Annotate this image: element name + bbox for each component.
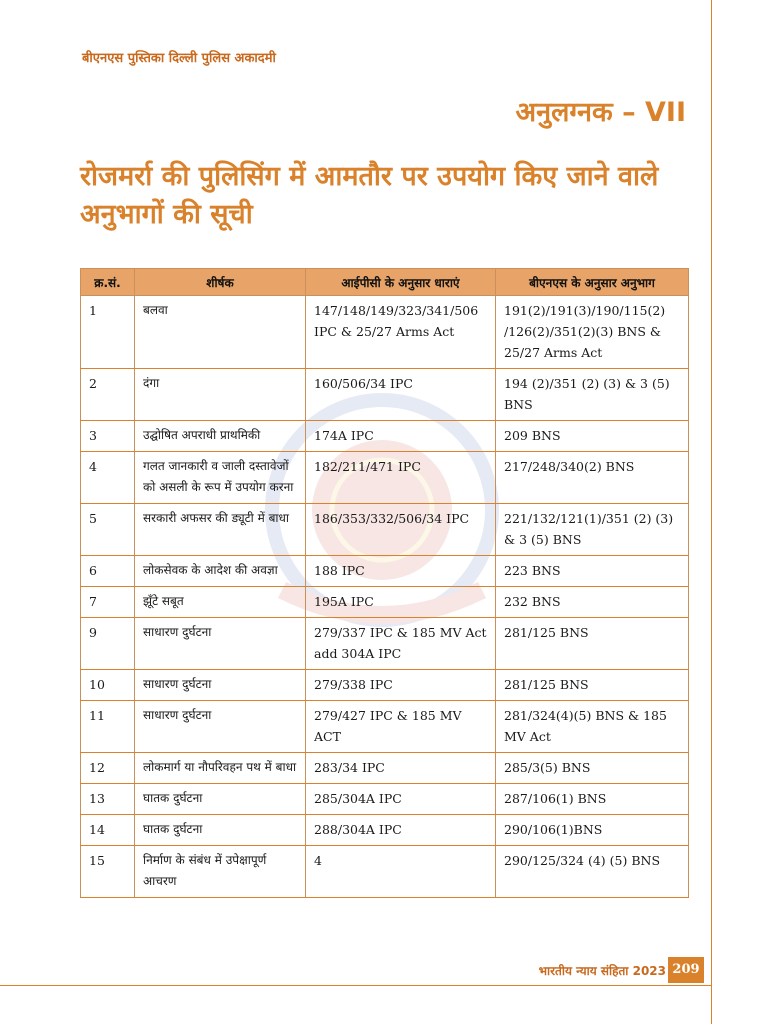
table-row [81,369,689,421]
cell-serial: 9 [81,618,135,670]
cell-serial: 3 [81,421,135,452]
cell-serial: 1 [81,296,135,369]
table-row [81,452,689,504]
cell-bns: 290/106(1)BNS [496,815,689,846]
table-row [81,587,689,618]
cell-serial: 2 [81,369,135,421]
cell-ipc: 160/506/34 IPC [306,369,496,421]
cell-serial: 15 [81,846,135,898]
cell-title: साधारण दुर्घटना [135,670,306,701]
header-serial: क्र.सं. [81,269,135,296]
cell-bns: 232 BNS [496,587,689,618]
cell-title: घातक दुर्घटना [135,784,306,815]
cell-title: साधारण दुर्घटना [135,618,306,670]
page-title: रोजमर्रा की पुलिसिंग में आमतौर पर उपयोग किए जाने वाले अनुभागों की सूची [80,161,659,230]
cell-title: लोकसेवक के आदेश की अवज्ञा [135,556,306,587]
annex-heading: अनुलग्नक – VII [515,97,686,128]
right-margin-rule [711,0,712,1024]
cell-title: झूँटे सबूत [135,587,306,618]
cell-title: गलत जानकारी व जाली दस्तावेजों को असली के रूप में उपयोग करना [135,452,306,504]
cell-serial: 5 [81,504,135,556]
table-header-row [81,269,689,296]
table-row [81,753,689,784]
cell-ipc: 283/34 IPC [306,753,496,784]
cell-serial: 10 [81,670,135,701]
cell-serial: 13 [81,784,135,815]
cell-bns: 281/125 BNS [496,618,689,670]
cell-bns: 290/125/324 (4) (5) BNS [496,846,689,898]
cell-serial: 11 [81,701,135,753]
cell-title: उद्घोषित अपराधी प्राथमिकी [135,421,306,452]
cell-ipc: 188 IPC [306,556,496,587]
cell-serial: 7 [81,587,135,618]
cell-bns: 281/125 BNS [496,670,689,701]
table-row [81,701,689,753]
cell-title: लोकमार्ग या नौपरिवहन पथ में बाधा [135,753,306,784]
table-row [81,421,689,452]
table-row [81,784,689,815]
cell-bns: 194 (2)/351 (2) (3) & 3 (5) BNS [496,369,689,421]
cell-serial: 6 [81,556,135,587]
table-row [81,296,689,369]
page-number: 209 [668,957,704,983]
header-bns: बीएनएस के अनुसार अनुभाग [496,269,689,296]
cell-ipc: 279/337 IPC & 185 MV Act add 304A IPC [306,618,496,670]
header-ipc: आईपीसी के अनुसार धाराएं [306,269,496,296]
cell-serial: 12 [81,753,135,784]
cell-ipc: 174A IPC [306,421,496,452]
cell-ipc: 195A IPC [306,587,496,618]
running-head: बीएनएस पुस्तिका दिल्ली पुलिस अकादमी [82,51,276,66]
table-row [81,670,689,701]
table-row [81,556,689,587]
cell-ipc: 182/211/471 IPC [306,452,496,504]
cell-bns: 221/132/121(1)/351 (2) (3) & 3 (5) BNS [496,504,689,556]
cell-title: दंगा [135,369,306,421]
cell-serial: 4 [81,452,135,504]
cell-bns: 191(2)/191(3)/190/115(2) /126(2)/351(2)(3) BNS & 25/27 Arms Act [496,296,689,369]
cell-bns: 287/106(1) BNS [496,784,689,815]
cell-bns: 223 BNS [496,556,689,587]
cell-bns: 217/248/340(2) BNS [496,452,689,504]
cell-ipc: 186/353/332/506/34 IPC [306,504,496,556]
cell-ipc: 279/427 IPC & 185 MV ACT [306,701,496,753]
footer-book-title: भारतीय न्याय संहिता 2023 [538,964,666,978]
cell-title: बलवा [135,296,306,369]
cell-title: निर्माण के संबंध में उपेक्षापूर्ण आचरण [135,846,306,898]
cell-ipc: 279/338 IPC [306,670,496,701]
cell-bns: 285/3(5) BNS [496,753,689,784]
table-row [81,504,689,556]
cell-ipc: 285/304A IPC [306,784,496,815]
cell-title: साधारण दुर्घटना [135,701,306,753]
table-row [81,815,689,846]
cell-serial: 14 [81,815,135,846]
cell-bns: 281/324(4)(5) BNS & 185 MV Act [496,701,689,753]
sections-table [80,268,689,898]
footer-rule [0,985,711,986]
cell-title: सरकारी अफसर की ड्यूटी में बाधा [135,504,306,556]
cell-bns: 209 BNS [496,421,689,452]
cell-ipc: 288/304A IPC [306,815,496,846]
header-title: शीर्षक [135,269,306,296]
cell-title: घातक दुर्घटना [135,815,306,846]
table-row [81,618,689,670]
table-row [81,846,689,898]
cell-ipc: 147/148/149/323/341/506 IPC & 25/27 Arms Act [306,296,496,369]
cell-ipc: 4 [306,846,496,898]
